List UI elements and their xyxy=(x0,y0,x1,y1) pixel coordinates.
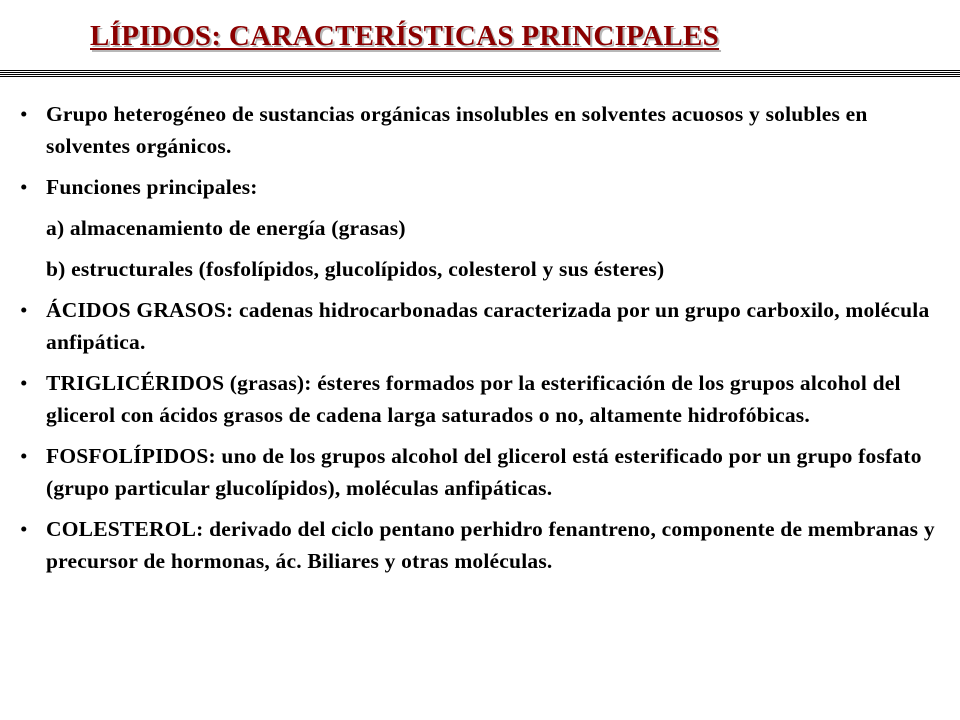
list-item-text: TRIGLICÉRIDOS (grasas): ésteres formados por la esterificación de los grupos alcohol del glicerol con ácidos grasos de cadena larga saturados o no, altamente hidrofóbicas. xyxy=(46,371,901,427)
list-item-text: COLESTEROL: derivado del ciclo pentano perhidro fenantreno, componente de membranas y precursor de hormonas, ác. Biliares y otras moléculas. xyxy=(46,517,935,573)
list-item xyxy=(20,98,940,162)
title-divider xyxy=(0,70,960,77)
list-item xyxy=(20,440,940,504)
list-item-text: FOSFOLÍPIDOS: uno de los grupos alcohol del glicerol está esterificado por un grupo fosfato (grupo particular glucolípidos), moléculas anfipáticas. xyxy=(46,444,922,500)
bullet-icon: • xyxy=(20,517,28,541)
list-item xyxy=(20,294,940,358)
list-item xyxy=(20,171,940,203)
list-item-text: Funciones principales: xyxy=(46,175,258,199)
list-item xyxy=(20,367,940,431)
bullet-icon: • xyxy=(20,371,28,395)
page-title: LÍPIDOS: CARACTERÍSTICAS PRINCIPALES xyxy=(90,20,720,52)
bullet-list xyxy=(20,98,940,586)
list-item-text: Grupo heterogéneo de sustancias orgánicas insolubles en solventes acuosos y solubles en solventes orgánicos. xyxy=(46,102,868,158)
sub-item xyxy=(20,253,940,285)
bullet-icon: • xyxy=(20,102,28,126)
bullet-icon: • xyxy=(20,298,28,322)
sub-item-text: a) almacenamiento de energía (grasas) xyxy=(46,216,406,240)
sub-item xyxy=(20,212,940,244)
bullet-icon: • xyxy=(20,444,28,468)
bullet-icon: • xyxy=(20,175,28,199)
list-item xyxy=(20,513,940,577)
list-item-text: ÁCIDOS GRASOS: cadenas hidrocarbonadas caracterizada por un grupo carboxilo, molécula anfipática. xyxy=(46,298,930,354)
sub-item-text: b) estructurales (fosfolípidos, glucolípidos, colesterol y sus ésteres) xyxy=(46,257,665,281)
